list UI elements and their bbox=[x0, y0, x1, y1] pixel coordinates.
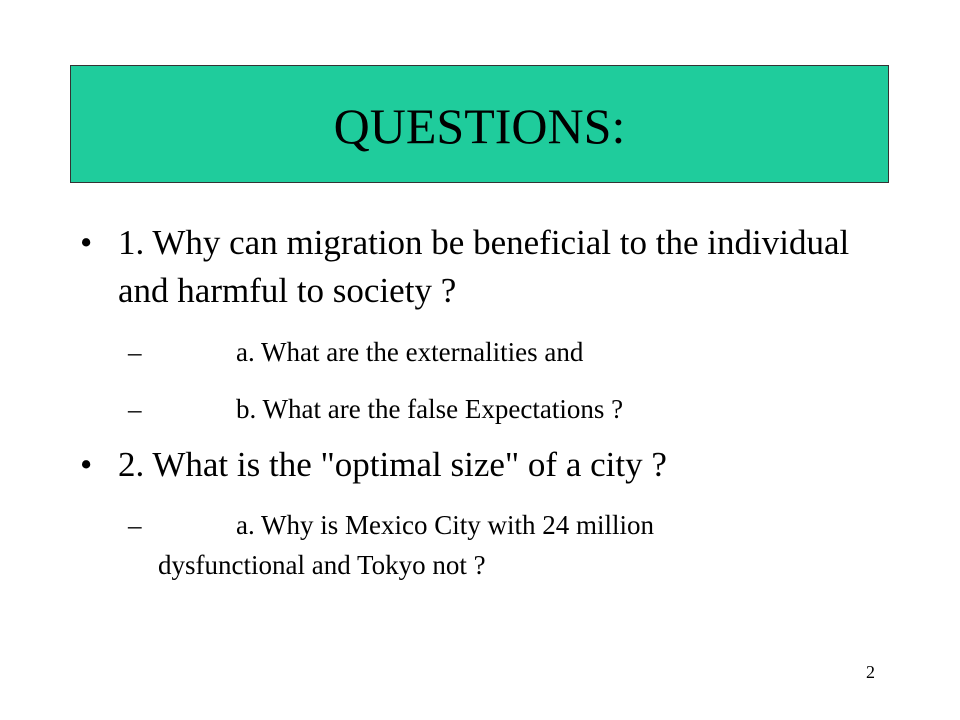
sub-item-text-line2: dysfunctional and Tokyo not ? bbox=[158, 550, 486, 580]
sub-item-2a bbox=[128, 505, 888, 585]
sub-bullet-marker: – bbox=[128, 394, 142, 424]
bullet-marker: • bbox=[80, 223, 93, 262]
sub-item-1a bbox=[128, 332, 888, 372]
bullet-text: 2. What is the "optimal size" of a city ? bbox=[118, 445, 667, 484]
sub-bullet-marker: – bbox=[128, 337, 142, 367]
bullet-marker: • bbox=[80, 445, 93, 484]
sub-item-1b bbox=[128, 389, 888, 429]
sub-bullet-marker: – bbox=[128, 510, 142, 540]
sub-item-text-line1: a. Why is Mexico City with 24 million bbox=[236, 510, 654, 540]
bullet-item-2 bbox=[80, 441, 870, 489]
bullet-item-1 bbox=[80, 219, 870, 315]
sub-item-text: a. What are the externalities and bbox=[236, 337, 584, 367]
title-box bbox=[70, 65, 889, 183]
page-number: 2 bbox=[866, 662, 875, 682]
sub-item-text: b. What are the false Expectations ? bbox=[236, 394, 624, 424]
bullet-text: 1. Why can migration be beneficial to the individual and harmful to society ? bbox=[118, 223, 850, 310]
slide-title: QUESTIONS: bbox=[333, 98, 626, 154]
